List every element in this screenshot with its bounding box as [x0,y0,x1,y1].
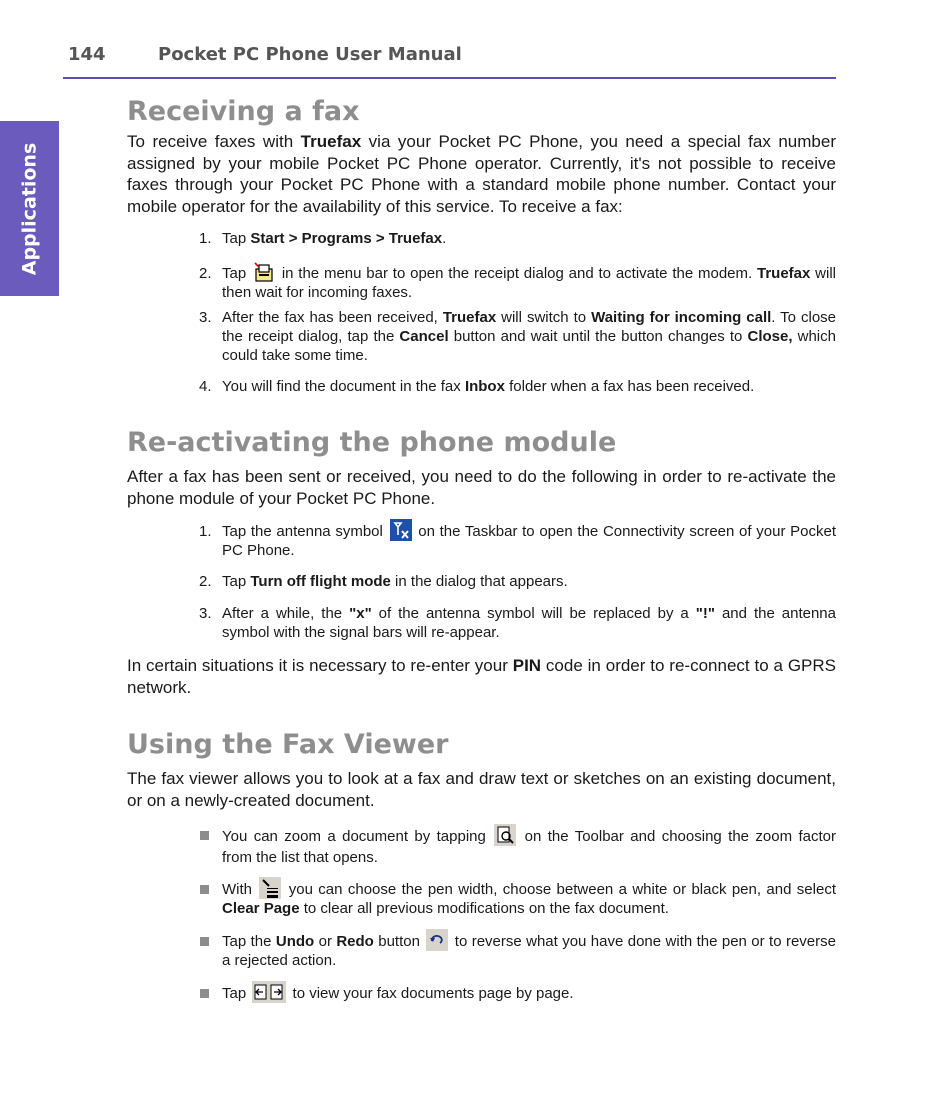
header-rule [63,77,836,79]
list-item: 2. Tap in the menu bar to open the receipt dialog and to activate the modem. Truefax will then wait for incoming faxes. [127,264,836,302]
page-content [127,95,836,1003]
undo-icon[interactable] [426,929,448,951]
heading-receiving-a-fax: Receiving a fax [127,96,360,127]
side-tab-applications [0,121,59,296]
bullet-square [200,937,209,946]
list-item: 4. You will find the document in the fax Inbox folder when a fax has been received. [199,378,755,396]
list-item: With you can choose the pen width, choose between a white or black pen, and select Clear Page to clear all previous modifications on the fax document. [127,880,836,918]
antenna-icon[interactable] [390,519,412,541]
bullet-square [200,989,209,998]
receiving-steps [127,229,836,396]
manual-title: Pocket PC Phone User Manual [158,44,462,65]
bullet-square [200,885,209,894]
fax-viewer-bullets [127,826,836,1003]
list-item: 3. After a while, the "x" of the antenna symbol will be replaced by a "!" and the antenna symbol with the signal bars will re-appear. [199,605,836,642]
list-item: 2. Tap Turn off flight mode in the dialog that appears. [199,573,568,591]
list-item: Tap the Undo or Redo button to reverse what you have done with the pen or to reverse a rejected action. [127,932,836,970]
page-nav-icon[interactable] [252,981,286,1003]
list-item: 1. Tap Start > Programs > Truefax. [199,230,447,247]
side-tab-label: Applications [18,142,41,275]
list-item: Tap to view your fax documents page by page. [127,984,836,1003]
pen-icon[interactable] [259,877,281,899]
bullet-square [200,831,209,840]
reactivating-intro: After a fax has been sent or received, you need to do the following in order to re-activate the phone module of your Pocket PC Phone. [127,467,836,508]
reactivating-steps [127,522,836,642]
fax-viewer-intro: The fax viewer allows you to look at a fax and draw text or sketches on an existing document, or on a newly-created document. [127,769,836,810]
page-number: 144 [68,44,106,65]
heading-using-fax-viewer: Using the Fax Viewer [127,729,449,761]
receiving-intro: To receive faxes with Truefax via your Pocket PC Phone, you need a special fax number assigned by your mobile Pocket PC Phone operator. Currently, it's not possible to receive faxes through your Pocket PC Phone with a standard mobile phone number. Contact your mobile operator for the availability of this service. To receive a fax: [127,132,836,216]
fax-receive-icon[interactable] [253,261,275,283]
list-item: 3. After the fax has been received, Truefax will switch to Waiting for incoming call. To close the receipt dialog, tap the Cancel button and wait until the button changes to Close, which could take some time. [199,309,837,365]
heading-re-activating-phone-module: Re-activating the phone module [127,427,617,459]
list-item: You can zoom a document by tapping on the Toolbar and choosing the zoom factor from the list that opens. [127,826,836,868]
list-item: 1. Tap the antenna symbol on the Taskbar to open the Connectivity screen of your Pocket PC Phone. [127,522,836,560]
zoom-icon[interactable] [494,824,516,846]
reactivating-outro: In certain situations it is necessary to re-enter your PIN code in order to re-connect to a GPRS network. [127,656,836,697]
